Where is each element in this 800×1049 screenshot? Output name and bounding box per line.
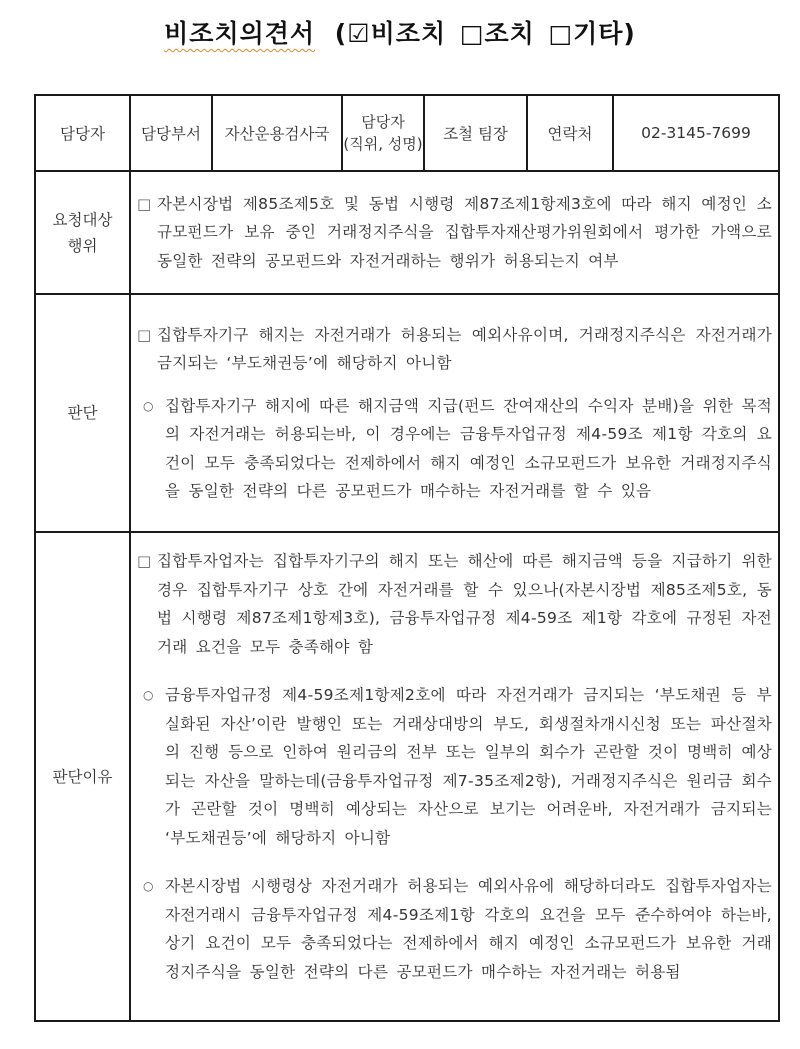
checkbox-noaction-icon: ☑ [347,19,371,48]
person-value: 조철 팀장 [424,95,527,171]
judgment-content [130,294,779,532]
document-title-main: 비조치의견서 [164,19,316,48]
square-bullet-icon: □ [137,552,152,570]
judgment-row [35,294,779,532]
reason-text-3: 자본시장법 시행령상 자전거래가 허용되는 예외사유에 해당하더라도 집합투자업자는 자전거래시 금융투자업규정 제4-59조제1항 각호의 요건을 모두 준수하여야 하는바, 상기 요건이 모두 충족되었다는 전제하에서 해지 예정인 소규모펀드가 보유한 거래정지주식을 동일한 전략의 다른 공모펀드가 매수하는 자전거래는 허용됨 [165,877,772,981]
judgment-label: 판단 [35,294,130,532]
reason-item-1 [137,547,772,661]
checkbox-action-icon: □ [459,19,485,48]
reason-text-1: 집합투자업자는 집합투자기구의 해지 또는 해산에 따른 해지금액 등을 지급하기 위한 경우 집합투자기구 상호 간에 자전거래를 할 수 있으나(자본시장법 제85조제5호, 동법 시행령 제87조제1항제3호), 금융투자업규정 제4-59조 제1항 각호에 규정된 자전거래 요건을 모두 충족해야 함 [157,552,772,656]
option-other-label: 기타 [573,19,624,48]
square-bullet-icon: □ [137,194,152,213]
contact-label: 연락처 [527,95,613,171]
document-title [0,14,800,50]
circle-bullet-icon: ○ [143,879,154,893]
person-label-line1: 담당자 [361,113,405,131]
title-paren-open: ( [334,19,348,48]
circle-bullet-icon: ○ [143,398,154,413]
request-label-line1: 요청대상 [52,210,113,229]
reason-label: 판단이유 [35,532,130,1021]
header-col1-label: 담당자 [35,95,130,171]
request-label [35,171,130,294]
circle-bullet-icon: ○ [143,688,154,702]
square-bullet-icon: □ [137,325,152,344]
judgment-item-1 [137,321,772,378]
opinion-table [34,94,780,1022]
option-action-label: 조치 [484,19,535,48]
dept-label: 담당부서 [130,95,212,171]
judgment-text-1: 집합투자기구 해지는 자전거래가 허용되는 예외사유이며, 거래정지주식은 자전거래가 금지되는 ‘부도채권등’에 해당하지 아니함 [157,325,772,372]
request-row [35,171,779,294]
checkbox-other-icon: □ [548,19,574,48]
person-label-line2: (직위, 성명) [343,135,423,153]
contact-value: 02-3145-7699 [613,95,779,171]
request-text: 자본시장법 제85조제5호 및 동법 시행령 제87조제1항제3호에 따라 해지 예정인 소규모펀드가 보유 중인 거래정지주식을 집합투자재산평가위원회에서 평가한 가액으로 동일한 전략의 공모펀드와 자전거래하는 행위가 허용되는지 여부 [157,194,772,270]
option-noaction-label: 비조치 [370,19,447,48]
reason-item-3 [137,872,772,986]
request-label-line2: 행위 [67,236,98,255]
reason-text-2: 금융투자업규정 제4-59조제1항제2호에 따라 자전거래가 금지되는 ‘부도채권 등 부실화된 자산’이란 발행인 또는 거래상대방의 부도, 회생절차개시신청 또는 파산절차의 진행 등으로 인하여 원리금의 전부 또는 일부의 회수가 곤란할 것이 명백히 예상되는 자산을 말하는데(금융투자업규정 제7-35조제2항), 거래정지주식은 원리금 회수가 곤란할 것이 명백히 예상되는 자산으로 보기는 어려운바, 자전거래가 금지되는 ‘부도채권등’에 해당하지 아니함 [165,686,772,847]
judgment-text-2: 집합투자기구 해지에 따른 해지금액 지급(펀드 잔여재산의 수익자 분배)을 위한 목적의 자전거래는 허용되는바, 이 경우에는 금융투자업규정 제4-59조 제1항 각호의 요건이 모두 충족되었다는 전제하에서 해지 예정인 소규모펀드가 보유한 거래정지주식을 동일한 전략의 다른 공모펀드가 매수하는 자전거래를 할 수 있음 [165,396,772,500]
reason-row [35,532,779,1021]
dept-value: 자산운용검사국 [212,95,342,171]
title-paren-close: ) [623,19,636,48]
header-row [35,95,779,171]
judgment-item-2 [137,392,772,506]
person-label [342,95,424,171]
reason-item-2 [137,681,772,852]
request-item [137,190,772,276]
request-content [130,171,779,294]
reason-content [130,532,779,1021]
